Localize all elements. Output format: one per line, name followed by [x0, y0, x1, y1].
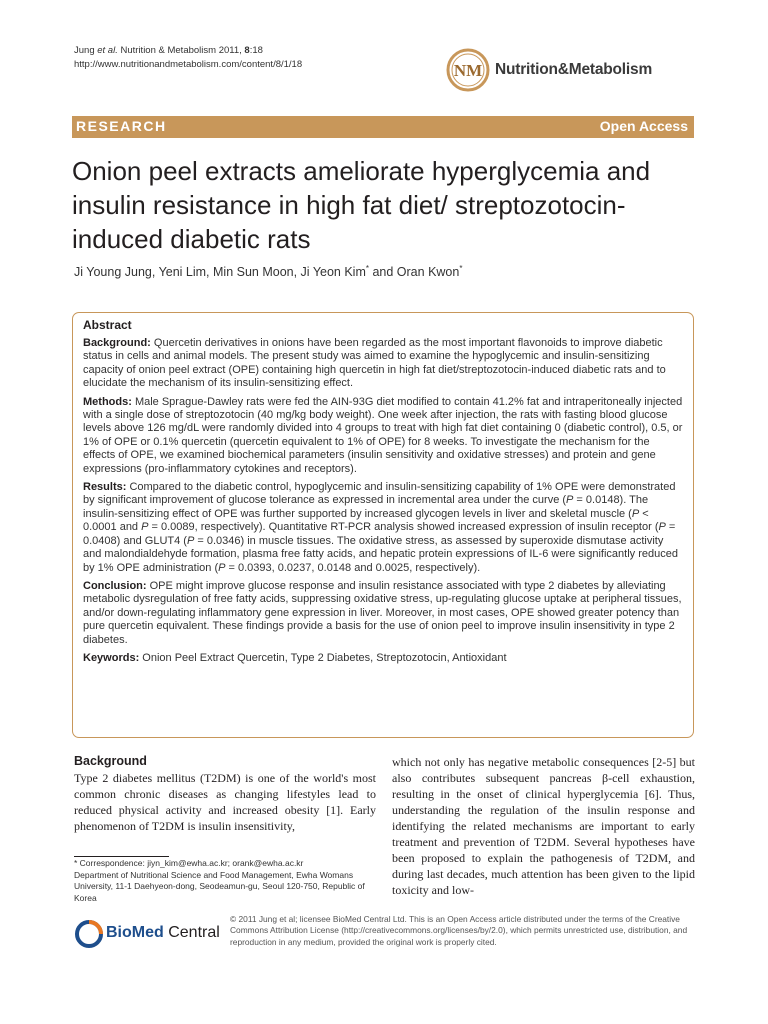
article-type: RESEARCH — [76, 118, 167, 134]
abstract-heading: Abstract — [83, 318, 132, 332]
section-heading: Background — [74, 754, 147, 768]
article-title: Onion peel extracts ameliorate hyperglycemia and insulin resistance in high fat diet/ streptozotocin-induced diabetic rats — [72, 156, 651, 254]
citation-line: Jung et al. Nutrition & Metabolism 2011, 8:18 — [74, 45, 263, 56]
abstract-box — [72, 312, 694, 738]
nm-logo-icon — [445, 47, 491, 93]
abstract-methods: Methods: Male Sprague-Dawley rats were fed the AIN-93G diet modified to contain 41.2% fat and intraperitoneally injected with a single dose of streptozotocin (40 mg/kg body weight). One week after injection, the rats with fasting blood glucose levels above 126 mg/dL were randomly divided into 4 groups to treat with high fat diet containing 0 (diabetic control), 0.5, or 1% of OPE or 0.1% quercetin (quercetin equivalent to 1% of OPE) for 8 weeks. To investigate the mechanism for the effects of OPE, we examined biochemical parameters (insulin sensitivity and oxidative stresses) and protein and gene expressions (pro-inflammatory cytokines and receptors). — [83, 395, 683, 475]
author-list: Ji Young Jung, Yeni Lim, Min Sun Moon, Ji Yeon Kim* and Oran Kwon* — [74, 264, 463, 280]
affiliation: Department of Nutritional Science and Food Management, Ewha Womans University, 11-1 Daehyeon-dong, Seodeamun-gu, Seoul 120-750, Republic of Korea — [74, 869, 365, 903]
publisher-name: BioMed Central — [106, 924, 220, 941]
abstract-results: Results: Compared to the diabetic control, hypoglycemic and insulin-sensitizing capability of 1% OPE were demonstrated by significant improvement of glucose tolerance as expressed in incremental area under the curve (P = 0.0148). The insulin-sensitizing effect of OPE was further supported by increased glycogen levels in liver and skeletal muscle (P < 0.0001 and P = 0.0089, respectively). Quantitative RT-PCR analysis showed increased expression of insulin receptor (P = 0.0408) and GLUT4 (P = 0.0346) in muscle tissues. The oxidative stress, as assessed by superoxide dismutase activity and malondialdehyde formation, plasma free fatty acids, and hepatic protein expressions of IL-6 were significantly reduced by 1% OPE administration (P = 0.0393, 0.0237, 0.0148 and 0.0025, respectively). — [83, 481, 678, 574]
body-column-left — [74, 754, 376, 834]
open-access-label: Open Access — [599, 118, 688, 134]
article-type-banner — [72, 116, 694, 138]
journal-name: Nutrition&Metabolism — [495, 61, 653, 78]
license-text: © 2011 Jung et al; licensee BioMed Central Ltd. This is an Open Access article distributed under the terms of the Creative Commons Attribution License (http://creativecommons.org/licenses/by/2.0), which permits unrestricted use, distribution, and reproduction in any medium, provided the original work is properly cited. — [230, 914, 688, 947]
footnote — [74, 858, 374, 904]
biomed-central-icon — [74, 919, 104, 949]
abstract-conclusion: Conclusion: OPE might improve glucose response and insulin resistance associated with type 2 diabetes by alleviating metabolic dysregulation of free fatty acids, suppressing oxidative stress, up-regulating glucose uptake at peripheral tissues, and/or down-regulating inflammatory gene expression in liver. Moreover, in most cases, OPE showed greater potency than pure quercetin equivalent. These findings provide a basis for the use of onion peel to improve insulin insensitivity in type 2 diabetes. — [83, 579, 682, 646]
body-paragraph: Type 2 diabetes mellitus (T2DM) is one of the world's most common chronic diseases as changing lifestyles lead to reduced physical activity and increased obesity [1]. Early phenomenon of T2DM is insulin insensitivity, — [74, 771, 376, 833]
abstract-background: Background: Quercetin derivatives in onions have been regarded as the most important flavonoids to improve diabetic status in cells and animal models. The present study was aimed to examine the hypoglycemic and insulin-sensitizing capacity of onion peel extract (OPE) containing high quercetin in high fat diet/streptozotocin-induced diabetic rats and to elucidate the mechanism of its insulin-sensitizing effect. — [83, 337, 666, 390]
publisher-logo — [74, 916, 224, 952]
footnote-divider — [74, 856, 169, 857]
journal-logo — [445, 47, 695, 95]
logo-letters: NM — [453, 61, 483, 80]
citation-url[interactable]: http://www.nutritionandmetabolism.com/content/8/1/18 — [74, 59, 303, 70]
correspondence: * Correspondence: jiyn_kim@ewha.ac.kr; orank@ewha.ac.kr — [74, 858, 304, 868]
body-column-right — [392, 754, 695, 898]
journal-citation — [74, 44, 302, 72]
abstract-keywords: Keywords: Onion Peel Extract Quercetin, Type 2 Diabetes, Streptozotocin, Antioxidant — [83, 651, 507, 664]
body-paragraph-continued: which not only has negative metabolic consequences [2-5] but also contributes subsequent pancreas β-cell exhaustion, resulting in the onset of clinical hyperglycemia [6]. Thus, understanding the regulation of the insulin response and identifying the related mechanisms are important to early treatment and prevention of T2DM. Several hypotheses have been proposed to explain the pathogenesis of T2DM, and during last decades, much attention has been given to the lipid toxicity and low- — [392, 755, 695, 897]
